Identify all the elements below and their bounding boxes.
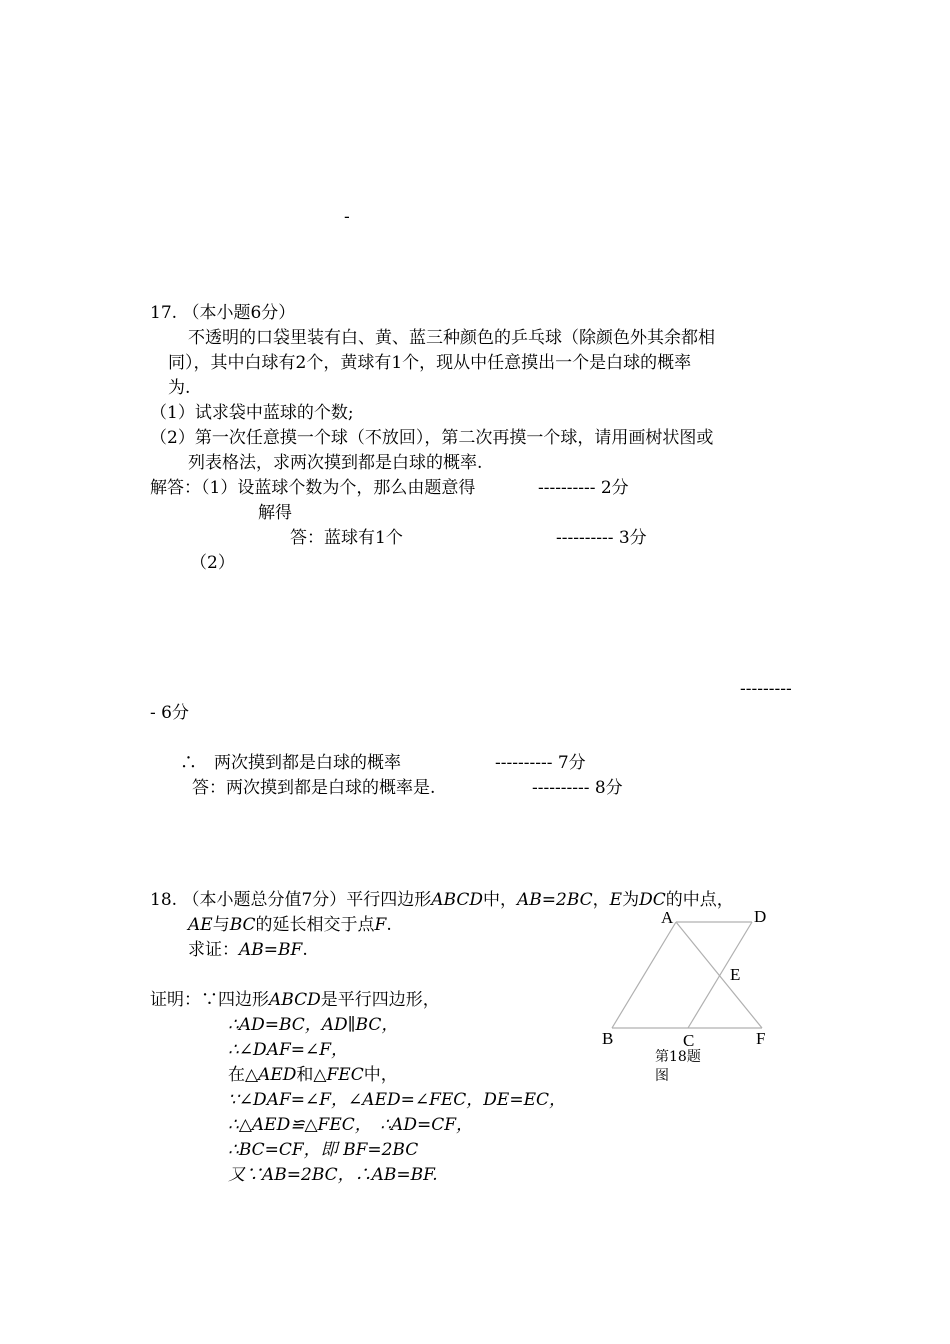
q17-title: （本小题6分） <box>182 303 296 323</box>
q18-proof-4-post: 中， <box>363 1065 398 1085</box>
q18-proof-8: 又∵AB=2BC，∴AB=BF. <box>228 1165 438 1185</box>
q17-score-6: - 6分 <box>150 703 189 723</box>
label-a: A <box>661 908 674 927</box>
q18-yu: 与 <box>212 915 230 935</box>
q18-proof-3: ∴∠DAF=∠F， <box>228 1040 349 1060</box>
q18-proof-4-mid: 和△ <box>296 1065 327 1085</box>
q17-score-7: ---------- 7分 <box>495 753 586 773</box>
q17-number: 17. <box>150 303 178 323</box>
label-e: E <box>730 965 741 984</box>
q17-part-2-line-2: 列表格法，求两次摸到都是白球的概率. <box>188 453 483 473</box>
q18-proof-4 <box>228 1064 398 1086</box>
q17-solution-4: （2） <box>190 553 235 573</box>
q18-prove-period: . <box>302 940 308 960</box>
q17-stem-line-2: 同），其中白球有2个，黄球有1个，现从中任意摸出一个是白球的概率 <box>168 353 692 373</box>
label-f: F <box>756 1029 766 1048</box>
q18-proof-1-pre: 证明：∵四边形 <box>150 990 269 1010</box>
q18-number: 18. <box>150 890 178 910</box>
header-dash: - <box>344 207 350 227</box>
q18-proof-1-post: 是平行四边形， <box>320 990 440 1010</box>
q17-solution-7: 答：两次摸到都是白球的概率是. <box>192 778 436 798</box>
q18-ab-2bc: AB=2BC <box>517 890 593 910</box>
q18-abcd: ABCD <box>431 890 484 910</box>
q18-ext: 的延长相交于点 <box>255 915 375 935</box>
figure-caption-2: 图 <box>655 1068 669 1084</box>
q17-part-2-line-1: （2）第一次任意摸一个球（不放回），第二次再摸一个球，请用画树状图或 <box>150 428 714 448</box>
q18-proof-4-aed: AED <box>258 1065 297 1085</box>
q17-score-2: ---------- 2分 <box>538 478 629 498</box>
q17-stem-line-3: 为. <box>168 378 191 398</box>
q18-proof-4-pre: 在△ <box>228 1065 259 1085</box>
q18-stem-line-2 <box>188 914 392 936</box>
segment-af <box>676 922 762 1028</box>
q17-score-6-dashes: --------- <box>740 679 792 699</box>
q18-proof-7: ∴BC=CF，即 BF=2BC <box>228 1140 419 1160</box>
q17-score-8: ---------- 8分 <box>532 778 623 798</box>
q17-part-1: （1）试求袋中蓝球的个数; <box>150 403 354 423</box>
q18-period: . <box>386 915 392 935</box>
segment-dc <box>688 922 752 1028</box>
q18-proof-5: ∵∠DAF=∠F，∠AED=∠FEC，DE=EC， <box>228 1090 567 1110</box>
label-c: C <box>683 1031 695 1050</box>
q18-prove <box>188 939 308 961</box>
q18-proof-4-fec: FEC <box>326 1065 364 1085</box>
q18-proof-1 <box>150 989 440 1011</box>
q18-proof-6: ∴△AED≌△FEC， ∴AD=CF， <box>228 1115 474 1135</box>
q18-dc: DC <box>639 890 666 910</box>
q17-score-3: ---------- 3分 <box>556 528 647 548</box>
q17-solution-3: 答：蓝球有1个 <box>290 528 403 548</box>
label-d: D <box>754 907 767 926</box>
q18-prove-label: 求证： <box>188 940 239 960</box>
q18-comma: ， <box>592 890 610 910</box>
q18-title: （本小题总分值7分）平行四边形 <box>182 890 432 910</box>
q17-solution-1: 解答：（1）设蓝球个数为个，那么由题意得 <box>150 478 476 498</box>
q18-f: F <box>374 915 387 935</box>
q18-bc: BC <box>229 915 256 935</box>
q18-midpoint: 的中点， <box>665 890 734 910</box>
segment-ab <box>612 922 676 1028</box>
label-b: B <box>602 1029 614 1048</box>
figure-caption-1: 第18题 <box>655 1049 701 1065</box>
q17-solution-6: ∴ 两次摸到都是白球的概率 <box>180 753 401 773</box>
q17-stem-line-1: 不透明的口袋里装有白、黄、蓝三种颜色的乒乓球（除颜色外其余都相 <box>188 328 715 348</box>
q18-wei: 为 <box>622 890 640 910</box>
q17-heading <box>150 302 295 324</box>
q18-ae: AE <box>188 915 213 935</box>
q17-solution-2: 解得 <box>258 503 292 523</box>
q18-zhong: 中， <box>483 890 518 910</box>
q18-proof-2: ∴AD=BC，AD∥BC， <box>228 1015 399 1035</box>
q18-proof-1-abcd: ABCD <box>269 990 321 1010</box>
q18-prove-expr: AB=BF <box>239 940 303 960</box>
q18-e: E <box>609 890 623 910</box>
